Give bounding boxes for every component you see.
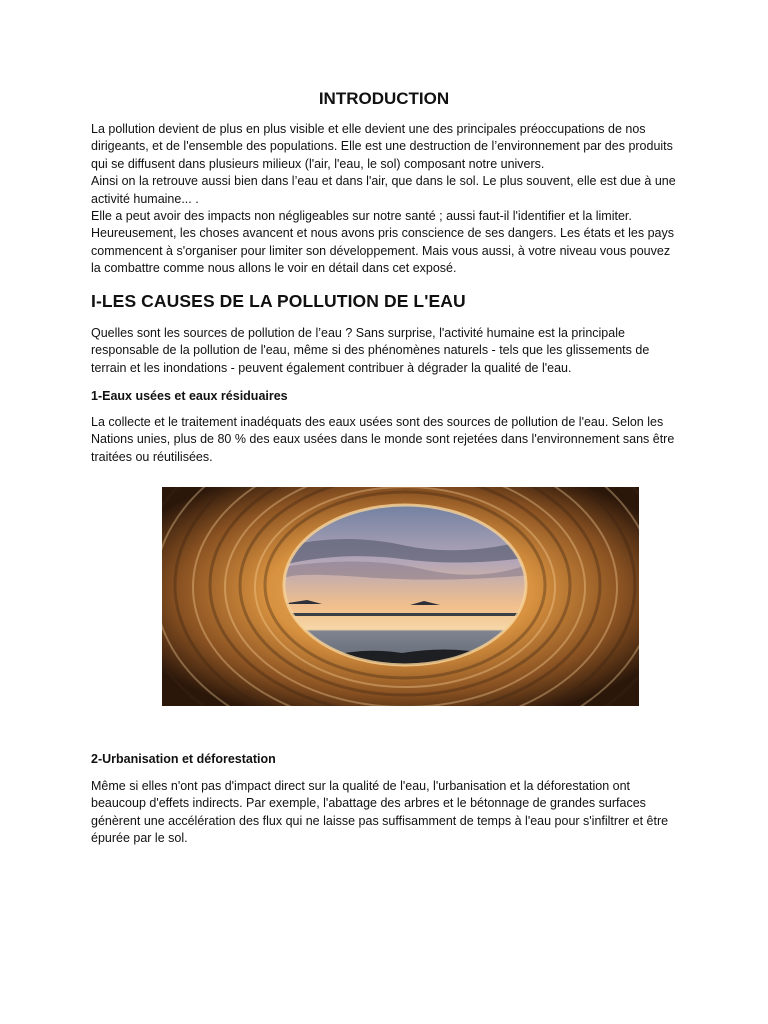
section-heading: I-LES CAUSES DE LA POLLUTION DE L'EAU xyxy=(91,291,466,311)
section-paragraph: Quelles sont les sources de pollution de l’eau ? Sans surprise, l'activité humaine est la principale responsable de la pollution de l'eau, même si des phénomènes naturels - tels que les glissements de terrain et les inondations - peuvent également contribuer à dégrader la qualité de l'eau. xyxy=(91,326,650,375)
intro-paragraph-1: La pollution devient de plus en plus visible et elle devient une des principales préoccupations de nos dirigeants, et de l'ensemble des populations. Elle est une destruction de l’environnement par des produits qui se diffusent dans plusieurs milieux (l'air, l'eau, le sol) composant notre univers. xyxy=(91,122,673,171)
subsection-heading-2: 2-Urbanisation et déforestation xyxy=(91,752,276,766)
intro-section xyxy=(91,121,678,278)
page-title: INTRODUCTION xyxy=(318,89,450,108)
subsection-paragraph-1: La collecte et le traitement inadéquats des eaux usées sont des sources de pollution de l'eau. Selon les Nations unies, plus de 80 % des eaux usées dans le monde sont rejetées dans l'environnement sans être traitées ou réutilisées. xyxy=(91,415,675,464)
intro-paragraph-3: Elle a peut avoir des impacts non négligeables sur notre santé ; aussi faut-il l'identifier et la limiter. Heureusement, les choses avancent et nous avons pris conscience de ses dangers. Les états et les pays commencent à s'organiser pour limiter son développement. Mais vous aussi, à votre niveau vous pouvez la combattre comme nous allons le voir en détail dans cet exposé. xyxy=(91,209,674,276)
intro-paragraph-2: Ainsi on la retrouve aussi bien dans l’eau et dans l'air, que dans le sol. Le plus souvent, elle est due à une activité humaine... . xyxy=(91,174,676,206)
subsection-paragraph-2: Même si elles n'ont pas d'impact direct sur la qualité de l'eau, l'urbanisation et la déforestation ont beaucoup d'effets indirects. Par exemple, l'abattage des arbres et le bétonnage de grandes surfaces génèrent une accélération des flux qui ne laisse pas suffisamment de temps à l'eau pour s'infiltrer et être épurée par le sol. xyxy=(91,779,669,846)
pipe-sunset-image xyxy=(162,487,639,706)
subsection-heading-1: 1-Eaux usées et eaux résiduaires xyxy=(91,389,288,403)
